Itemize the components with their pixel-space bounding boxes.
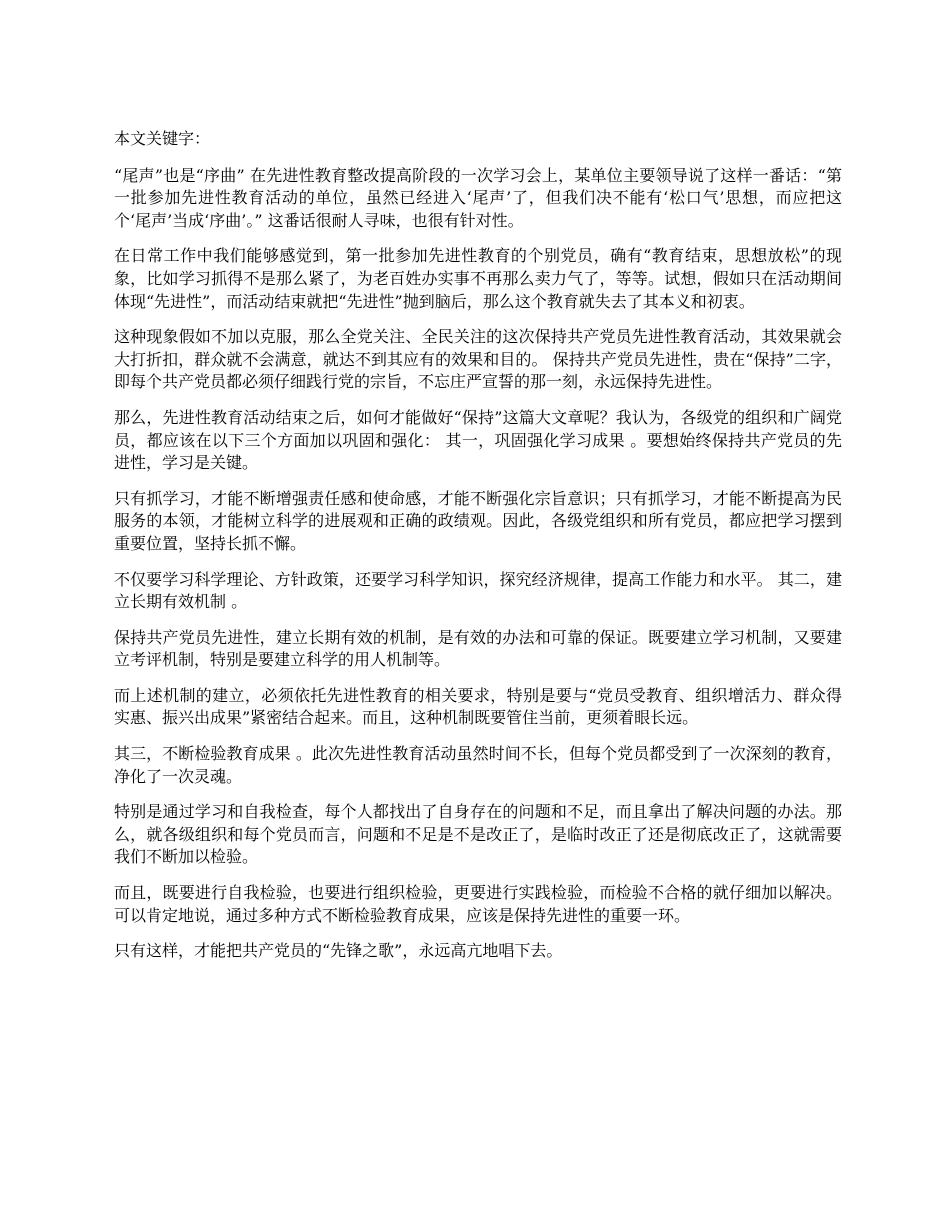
paragraph-5: 只有抓学习，才能不断增强责任感和使命感，才能不断强化宗旨意识；只有抓学习，才能不断提高为民服务的本领，才能树立科学的进展观和正确的政绩观。因此，各级党组织和所有党员，都应把学习摆到重要位置，坚持长抓不懈。: [114, 488, 842, 553]
document-page: [114, 128, 842, 976]
paragraph-6: 不仅要学习科学理论、方针政策，还要学习科学知识，探究经济规律，提高工作能力和水平。 其二，建立长期有效机制 。: [114, 569, 842, 612]
paragraph-1: “尾声”也是“序曲” 在先进性教育整改提高阶段的一次学习会上，某单位主要领导说了这样一番话：“第一批参加先进性教育活动的单位，虽然已经进入‘尾声’了，但我们决不能有‘松口气’思想，而应把这个‘尾声’当成‘序曲’。” 这番话很耐人寻味，也很有针对性。: [114, 165, 842, 230]
paragraph-7: 保持共产党员先进性，建立长期有效的机制，是有效的办法和可靠的保证。既要建立学习机制，又要建立考评机制，特别是要建立科学的用人机制等。: [114, 627, 842, 670]
paragraph-9: 其三，不断检验教育成果 。此次先进性教育活动虽然时间不长，但每个党员都受到了一次深刻的教育，净化了一次灵魂。: [114, 744, 842, 786]
paragraph-8: 而上述机制的建立，必须依托先进性教育的相关要求，特别是要与“党员受教育、组织增活力、群众得实惠、振兴出成果”紧密结合起来。而且，这种机制既要管住当前，更须着眼长远。: [114, 685, 842, 728]
paragraph-2: 在日常工作中我们能够感觉到，第一批参加先进性教育的个别党员，确有“教育结束，思想放松”的现象，比如学习抓得不是那么紧了，为老百姓办实事不再那么卖力气了，等等。试想，假如只在活动期间体现“先进性”，而活动结束就把“先进性”抛到脑后，那么这个教育就失去了其本义和初衷。: [114, 246, 842, 311]
paragraph-4: 那么，先进性教育活动结束之后，如何才能做好“保持”这篇大文章呢？我认为，各级党的组织和广阔党员，都应该在以下三个方面加以巩固和强化： 其一，巩固强化学习成果 。要想始终保持共产党员的先进性，学习是关键。: [114, 407, 842, 473]
keywords-label: 本文关键字：: [114, 129, 211, 148]
paragraph-3: 这种现象假如不加以克服，那么全党关注、全民关注的这次保持共产党员先进性教育活动，其效果就会大打折扣，群众就不会满意，就达不到其应有的效果和目的。 保持共产党员先进性，贵在“保持”二字，即每个共产党员都必须仔细践行党的宗旨，不忘庄严宣誓的那一刻，永远保持先进性。: [114, 327, 842, 392]
paragraph-11: 而且，既要进行自我检验，也要进行组织检验，更要进行实践检验，而检验不合格的就仔细加以解决。可以肯定地说，通过多种方式不断检验教育成果，应该是保持先进性的重要一环。: [114, 883, 842, 925]
paragraph-12: 只有这样，才能把共产党员的“先锋之歌”，永远高亢地唱下去。: [114, 941, 563, 961]
paragraph-10: 特别是通过学习和自我检查，每个人都找出了自身存在的问题和不足，而且拿出了解决问题的办法。那么，就各级组织和每个党员而言，问题和不足是不是改正了，是临时改正了还是彻底改正了，这就需要我们不断加以检验。: [114, 802, 842, 867]
